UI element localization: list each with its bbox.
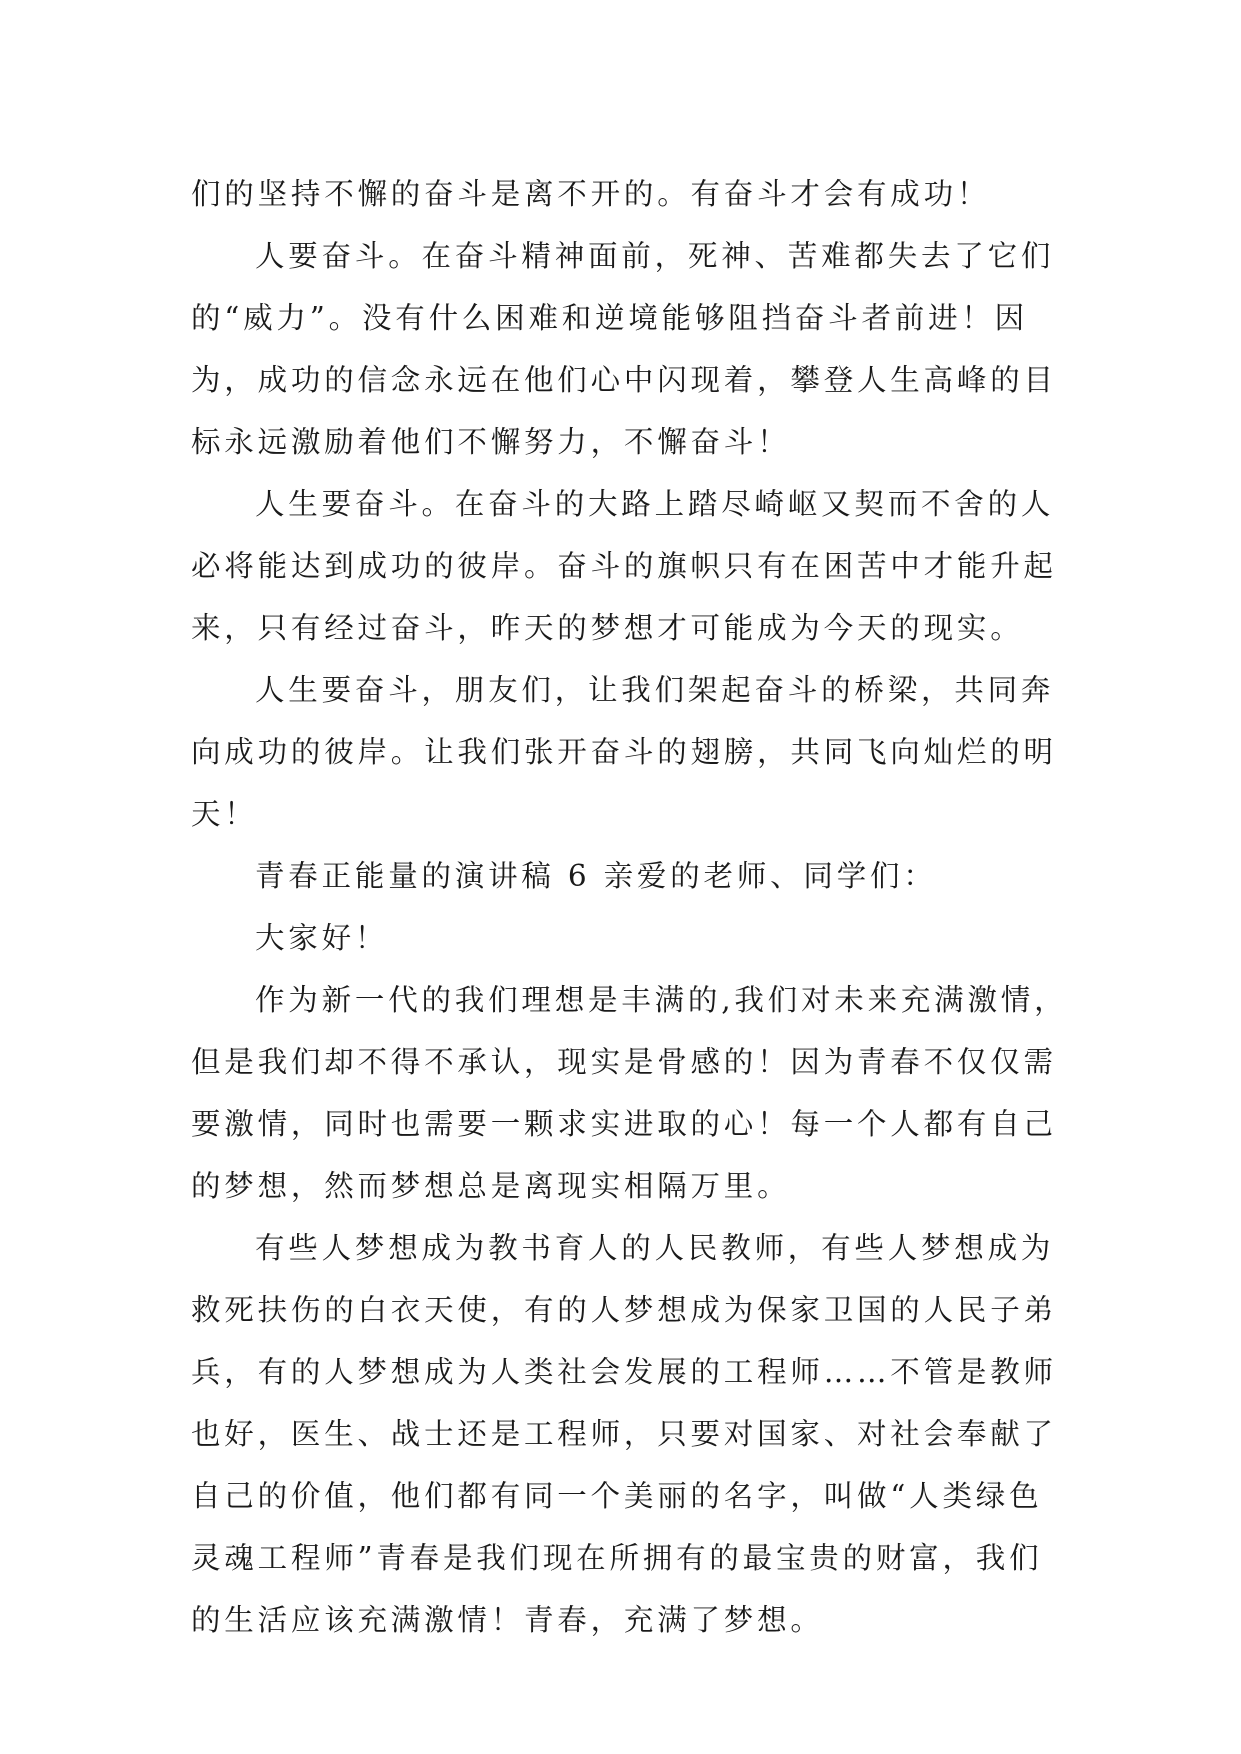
paragraph-first-line: 有些人梦想成为教书育人的人民教师，有些人梦想成为 <box>255 1231 1055 1265</box>
text-line: 但是我们却不得不承认，现实是骨感的！因为青春不仅仅需 <box>191 1045 1057 1079</box>
text-line: 救死扶伤的白衣天使，有的人梦想成为保家卫国的人民子弟 <box>191 1293 1057 1327</box>
paragraph-first-line: 人生要奋斗，朋友们，让我们架起奋斗的桥梁，共同奔 <box>255 673 1055 707</box>
text-line: 的生活应该充满激情！青春，充满了梦想。 <box>191 1603 824 1637</box>
text-line: 必将能达到成功的彼岸。奋斗的旗帜只有在困苦中才能升起 <box>191 549 1057 583</box>
text-line: 天！ <box>191 797 258 831</box>
text-line: 也好，医生、战士还是工程师，只要对国家、对社会奉献了 <box>191 1417 1057 1451</box>
document-body <box>191 163 1068 1651</box>
section-heading-line: 青春正能量的演讲稿 6 亲爱的老师、同学们： <box>255 859 937 893</box>
text-line: 的“威力”。没有什么困难和逆境能够阻挡奋斗者前进！因 <box>191 301 1028 335</box>
text-line: 自己的价值，他们都有同一个美丽的名字，叫做“人类绿色 <box>191 1479 1043 1513</box>
text-line: 要激情，同时也需要一颗求实进取的心！每一个人都有自己 <box>191 1107 1057 1141</box>
paragraph-first-line: 人生要奋斗。在奋斗的大路上踏尽崎岖又契而不舍的人 <box>255 487 1055 521</box>
text-line: 兵，有的人梦想成为人类社会发展的工程师……不管是教师 <box>191 1355 1057 1389</box>
text-line: 向成功的彼岸。让我们张开奋斗的翅膀，共同飞向灿烂的明 <box>191 735 1057 769</box>
paragraph-first-line: 人要奋斗。在奋斗精神面前，死神、苦难都失去了它们 <box>255 239 1055 273</box>
text-line: 的梦想，然而梦想总是离现实相隔万里。 <box>191 1169 791 1203</box>
text-line: 们的坚持不懈的奋斗是离不开的。有奋斗才会有成功！ <box>191 177 991 211</box>
text-line: 为，成功的信念永远在他们心中闪现着，攀登人生高峰的目 <box>191 363 1057 397</box>
text-line: 来，只有经过奋斗，昨天的梦想才可能成为今天的现实。 <box>191 611 1024 645</box>
greeting-line: 大家好！ <box>255 921 389 955</box>
text-line: 灵魂工程师”青春是我们现在所拥有的最宝贵的财富，我们 <box>191 1541 1043 1575</box>
paragraph-first-line: 作为新一代的我们理想是丰满的,我们对未来充满激情， <box>255 983 1068 1017</box>
text-line: 标永远激励着他们不懈努力，不懈奋斗！ <box>191 425 791 459</box>
